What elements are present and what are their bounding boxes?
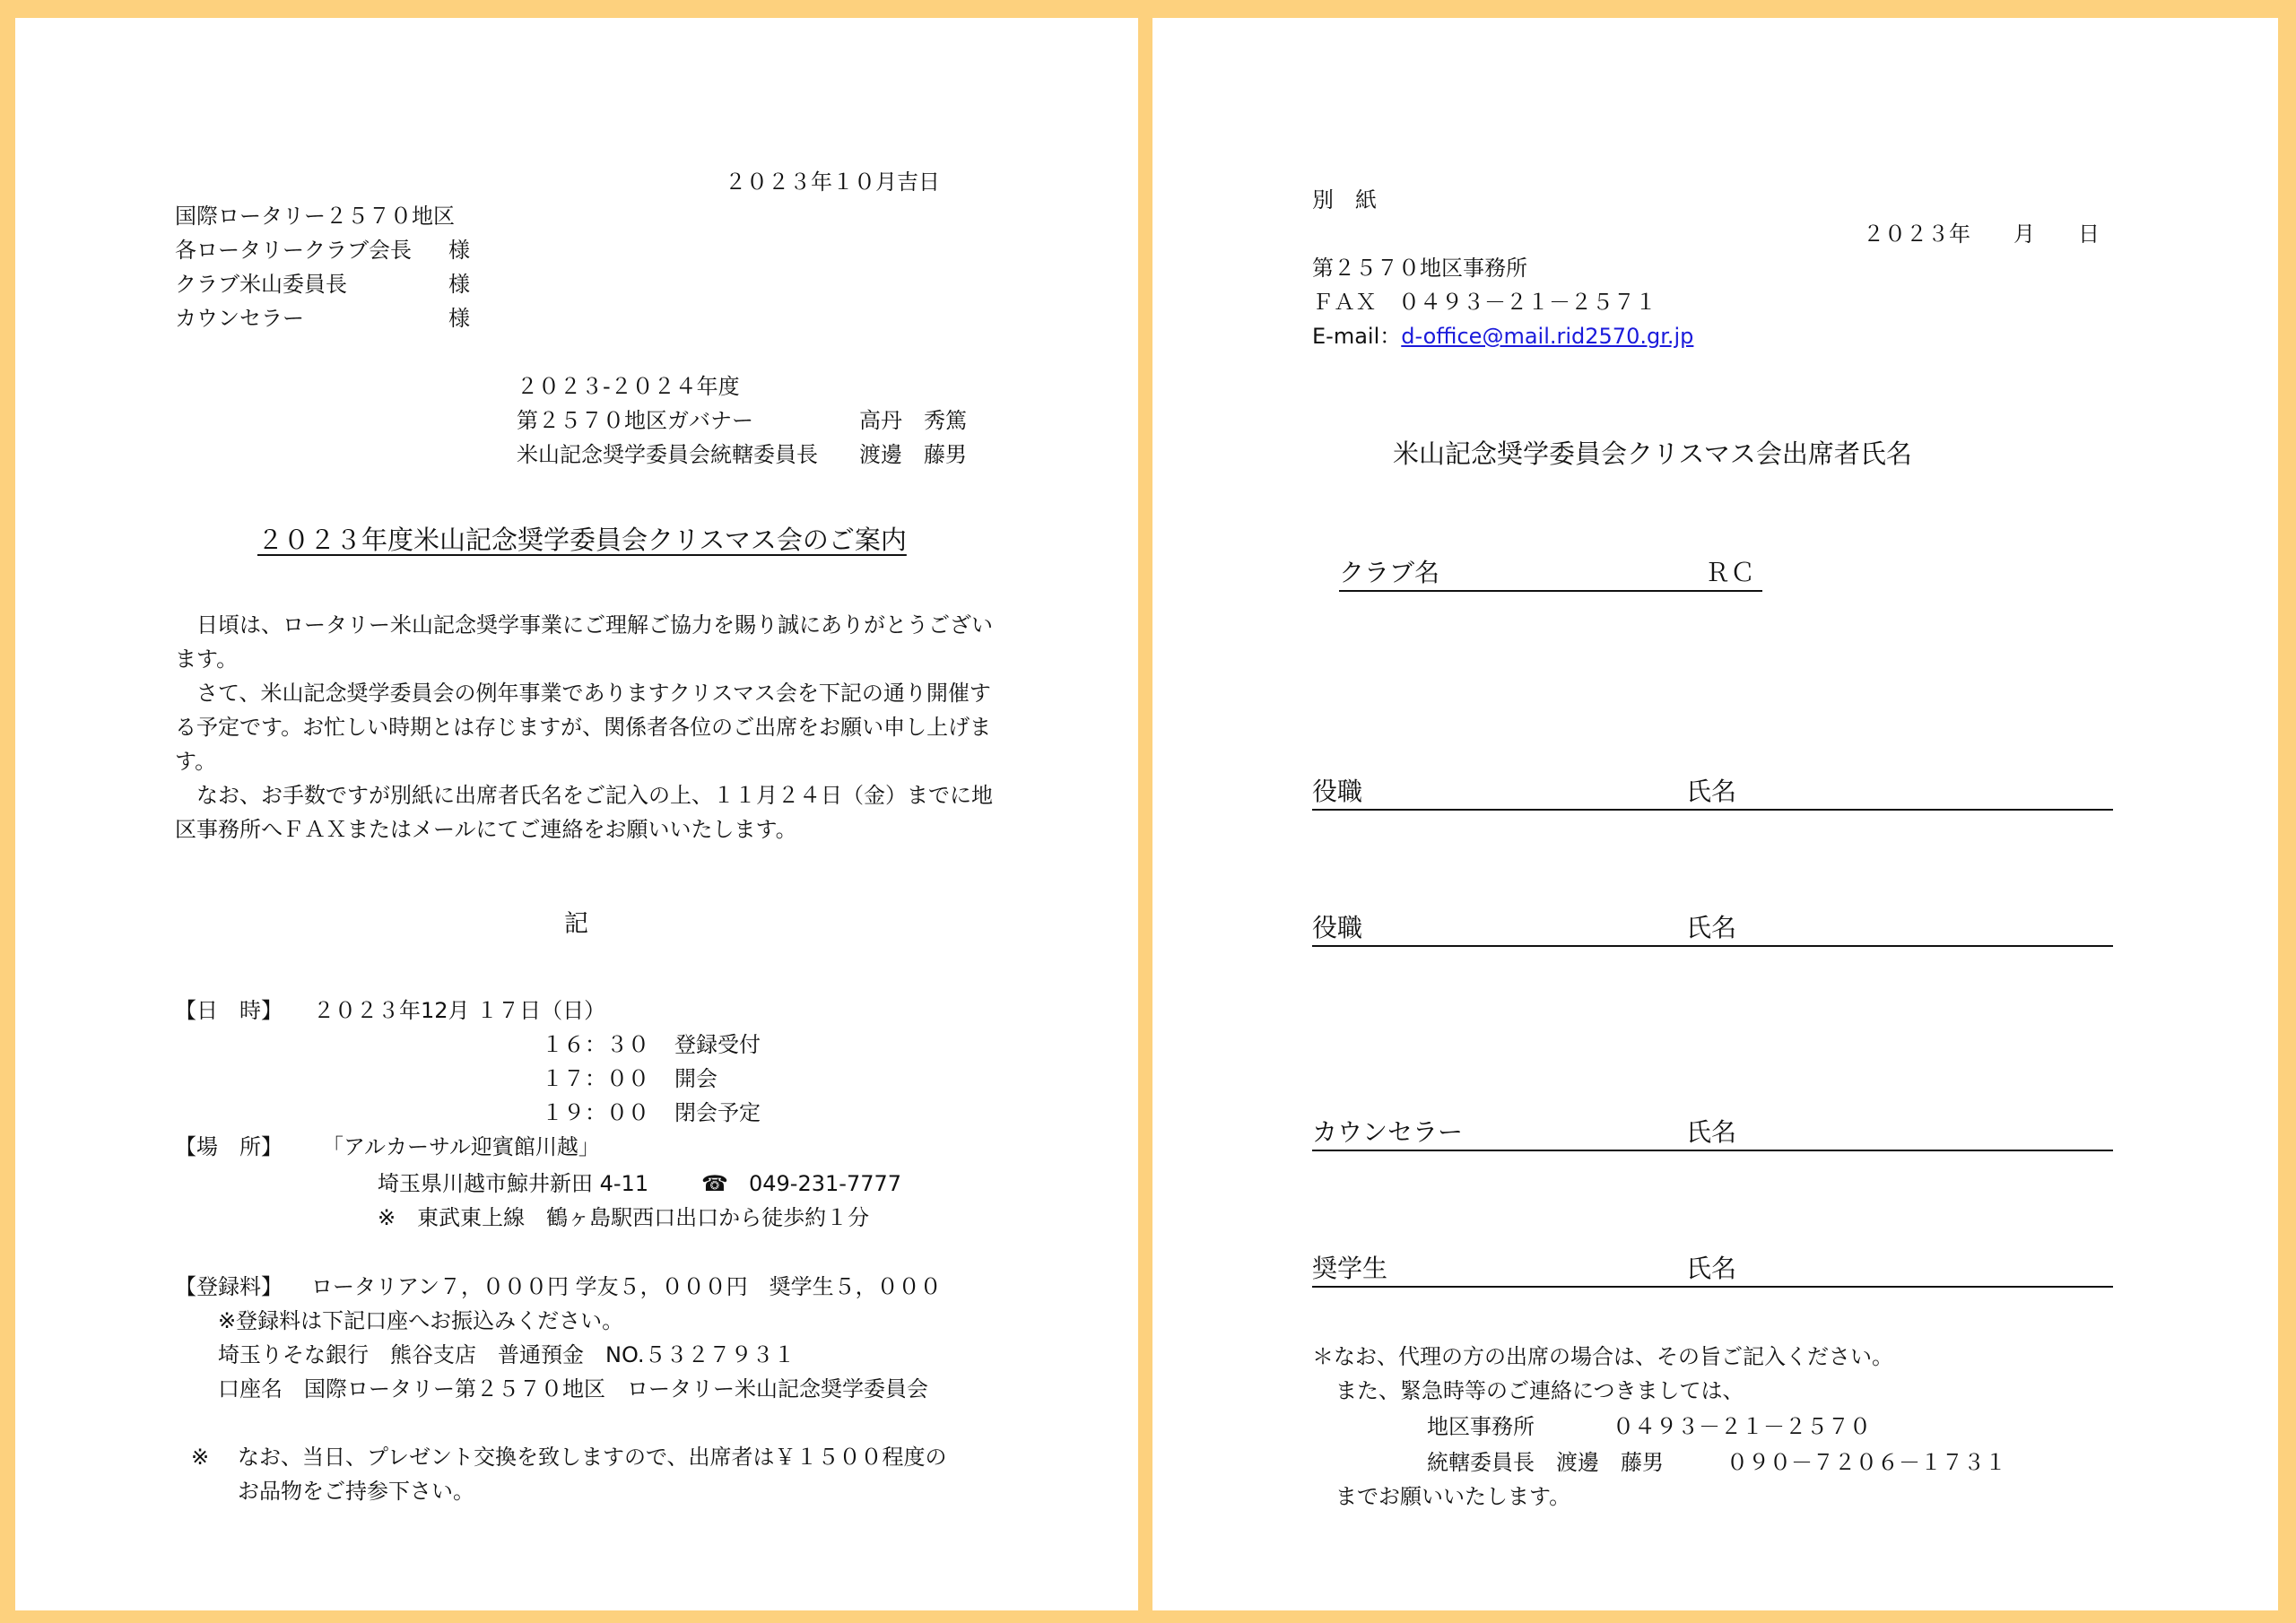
schedule-time: １９：００ (542, 1100, 649, 1125)
email-label: E-mail： (1312, 324, 1402, 349)
attendee-field[interactable] (1312, 775, 2113, 811)
fee-value: ロータリアン７，０００円 学友５，０００円 奨学生５，０００ (311, 1274, 942, 1299)
chair-title: 米山記念奨学委員会統轄委員長 (517, 442, 818, 467)
venue-phone: 049-231-7777 (749, 1171, 902, 1196)
name-label: 氏名 (1686, 913, 1737, 942)
recipient-honorific: 様 (448, 272, 470, 297)
emergency-note: また、緊急時等のご連絡につきましては、 (1335, 1378, 1744, 1403)
venue-name: 「アルカーサル迎賓館川越」 (322, 1134, 600, 1159)
venue-label: 【場 所】 (175, 1134, 283, 1159)
fiscal-year: ２０２３-２０２４年度 (517, 374, 740, 399)
schedule-time: １６：３０ (542, 1032, 649, 1057)
club-suffix: ＲＣ (1705, 558, 1756, 587)
name-label: 氏名 (1686, 1117, 1737, 1147)
fee-label: 【登録料】 (175, 1274, 283, 1299)
schedule-time: １７：００ (542, 1066, 649, 1091)
closing-note: までお願いいたします。 (1335, 1484, 1571, 1509)
recipient-name: 国際ロータリー２５７０地区 (175, 204, 455, 229)
paragraph: なお、お手数ですが別紙に出席者氏名をご記入の上、１１月２４日（金）までに地区事務所へＦＡＸまたはメールにてご連絡をお願いいたします。 (175, 783, 993, 842)
paragraph: さて、米山記念奨学委員会の例年事業でありますクリスマス会を下記の通り開催する予定です。お忙しい時期とは存じますが、関係者各位のご出席をお願い申し上げます。 (175, 681, 992, 774)
recipient-name: カウンセラー (175, 306, 304, 331)
name-label: 氏名 (1686, 777, 1737, 806)
scholar-field[interactable] (1312, 1252, 2113, 1288)
schedule-label: 閉会予定 (674, 1100, 761, 1125)
email-link[interactable]: d-office@mail.rid2570.gr.jp (1401, 324, 1694, 349)
phone-icon: ☎ (701, 1171, 728, 1196)
form-heading: 米山記念奨学委員会クリスマス会出席者氏名 (1393, 438, 1912, 469)
ki-heading: 記 (564, 910, 588, 938)
fax-number: ＦＡＸ ０４９３－２１－２５７１ (1312, 290, 1657, 315)
attendee-field[interactable] (1312, 911, 2113, 947)
contact-value: ０４９３－２１－２５７０ (1613, 1414, 1871, 1439)
schedule-label: 開会 (674, 1066, 718, 1091)
form-date: ２０２３年 月 日 (1863, 221, 2100, 247)
recipient-name: クラブ米山委員長 (175, 272, 347, 297)
governor-name: 高丹 秀篤 (859, 408, 967, 433)
paragraph: 日頃は、ロータリー米山記念奨学事業にご理解ご協力を賜り誠にありがとうございます。 (175, 612, 993, 672)
document-title: ２０２３年度米山記念奨学委員会クリスマス会のご案内 (257, 525, 907, 555)
fee-note: ※登録料は下記口座へお振込みください。 (218, 1308, 624, 1333)
club-field[interactable] (1339, 556, 1762, 592)
attachment-label: 別 紙 (1312, 187, 1377, 213)
contact-value: ０９０－７２０６－１７３１ (1726, 1450, 2006, 1475)
recipient-honorific: 様 (448, 238, 470, 263)
proxy-note: ＊なお、代理の方の出席の場合は、その旨ご記入ください。 (1312, 1344, 1893, 1369)
email-row (1312, 323, 1693, 350)
name-label: 氏名 (1686, 1254, 1737, 1283)
contact-label: 地区事務所 (1427, 1414, 1535, 1439)
invitation-page (15, 18, 1138, 1610)
body-paragraphs (175, 608, 998, 846)
datetime-value: ２０２３年12月 １７日（日） (313, 998, 606, 1023)
attendance-form-page (1152, 18, 2278, 1610)
role-label: 役職 (1312, 913, 1363, 942)
note-line: お品物をご持参下さい。 (238, 1479, 474, 1504)
bank-info: 埼玉りそな銀行 熊谷支店 普通預金 NO.５３２７９３１ (218, 1342, 796, 1367)
club-label: クラブ名 (1339, 558, 1440, 587)
account-name: 口座名 国際ロータリー第２５７０地区 ロータリー米山記念奨学委員会 (218, 1376, 928, 1402)
role-label: 奨学生 (1312, 1254, 1388, 1283)
chair-name: 渡邊 藤男 (859, 442, 967, 467)
note-line: なお、当日、プレゼント交換を致しますので、出席者は￥１５００程度の (238, 1445, 947, 1470)
office-name: 第２５７０地区事務所 (1312, 256, 1527, 281)
letter-date: ２０２３年１０月吉日 (725, 169, 940, 195)
counselor-field[interactable] (1312, 1115, 2113, 1151)
governor-title: 第２５７０地区ガバナー (517, 408, 753, 433)
role-label: カウンセラー (1312, 1117, 1464, 1147)
schedule-label: 登録受付 (674, 1032, 761, 1057)
venue-address: 埼玉県川越市鯨井新田 4-11 (378, 1171, 649, 1196)
recipient-name: 各ロータリークラブ会長 (175, 238, 412, 263)
venue-access: ※ 東武東上線 鶴ヶ島駅西口出口から徒歩約１分 (378, 1205, 870, 1230)
datetime-label: 【日 時】 (175, 998, 283, 1023)
contact-label: 統轄委員長 渡邊 藤男 (1427, 1450, 1664, 1475)
note-mark: ※ (191, 1445, 210, 1470)
role-label: 役職 (1312, 777, 1363, 806)
recipient-honorific: 様 (448, 306, 470, 331)
